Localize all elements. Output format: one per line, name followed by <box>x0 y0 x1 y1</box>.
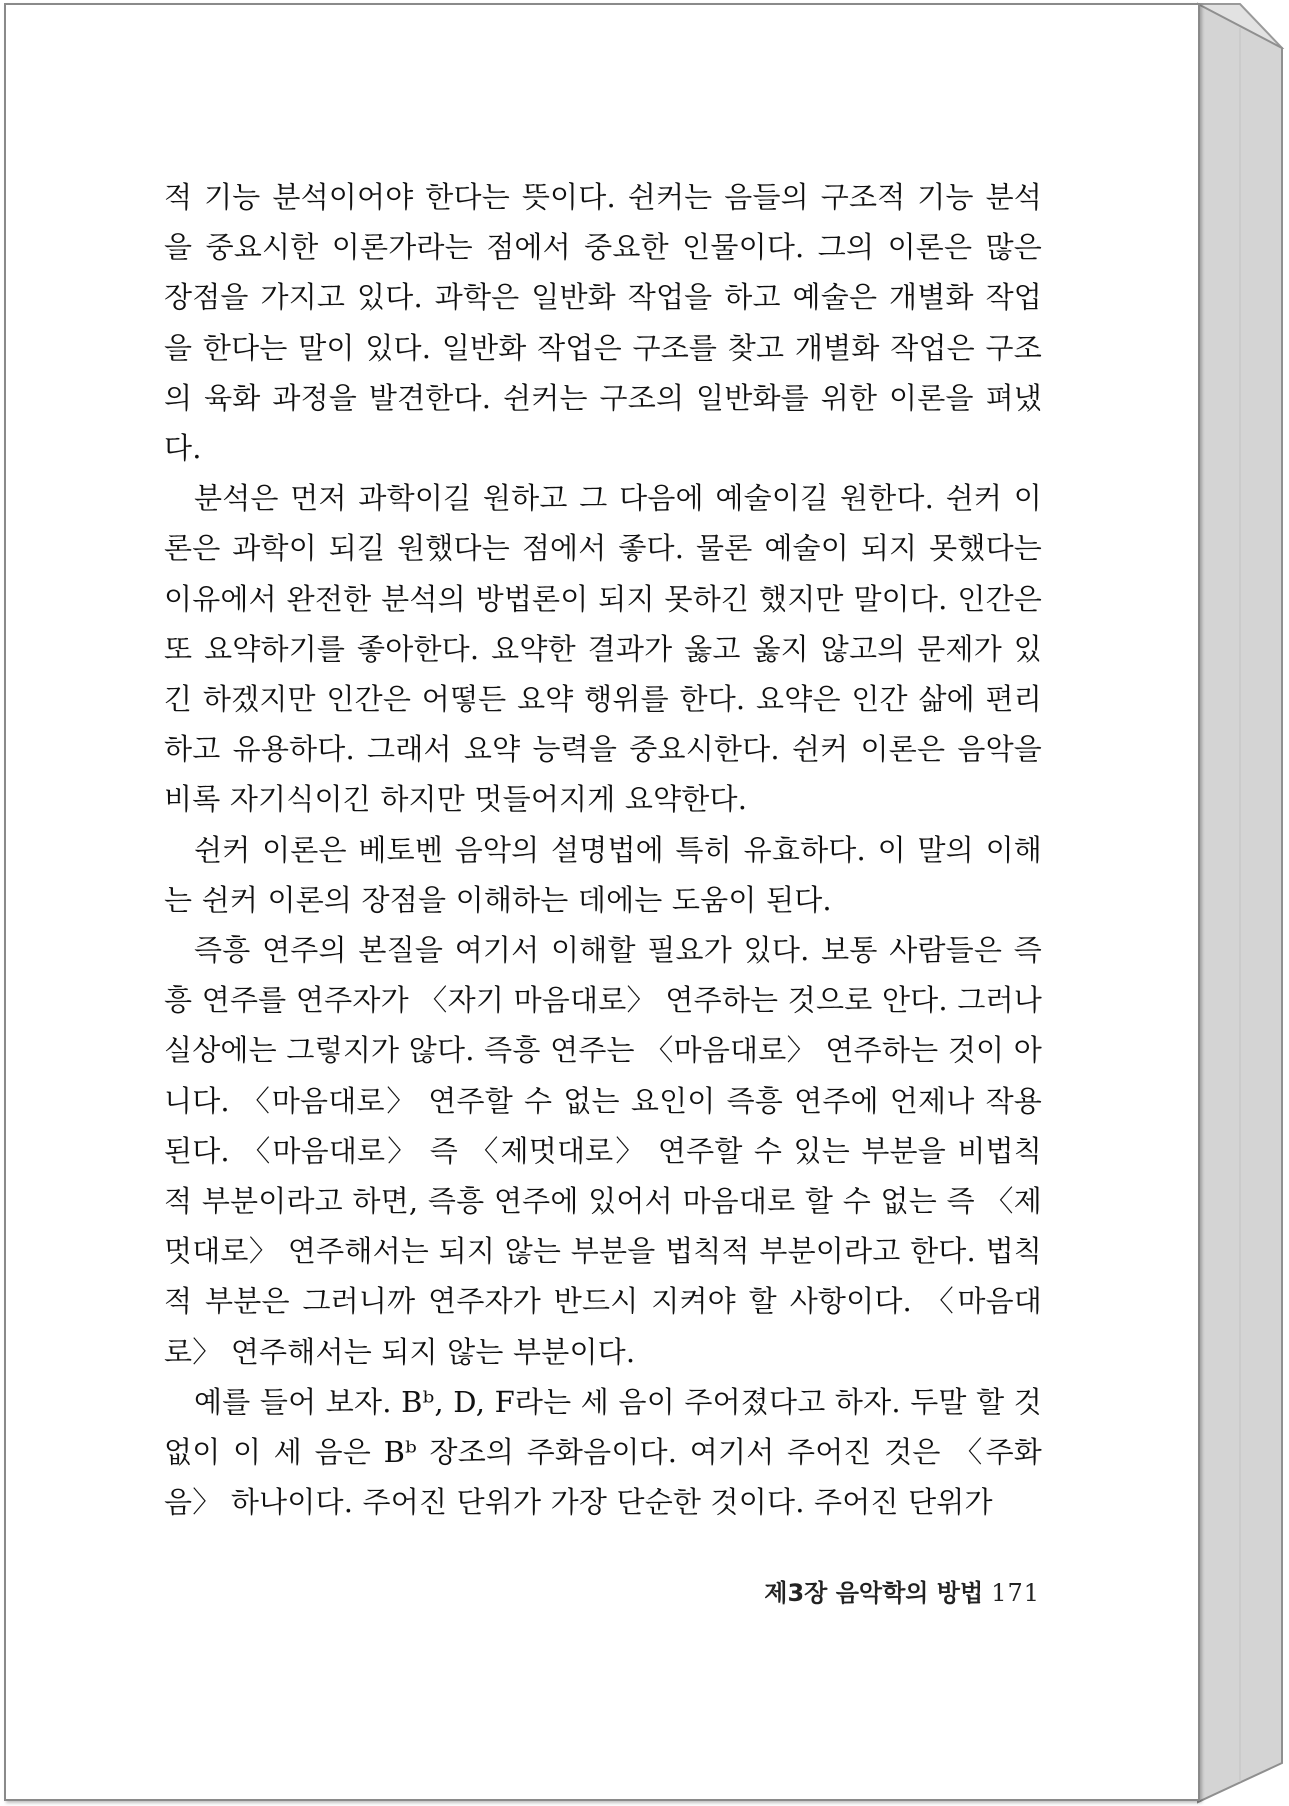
chapter-title: 제3장 음악학의 방법 <box>764 1579 984 1607</box>
running-footer <box>740 1573 1040 1608</box>
page-number: 171 <box>991 1579 1040 1607</box>
paragraph: 적 기능 분석이어야 한다는 뜻이다. 쉰커는 음들의 구조적 기능 분석을 중요시한 이론가라는 점에서 중요한 인물이다. 그의 이론은 많은 장점을 가지고 있다. 과학은 일반화 작업을 하고 예술은 개별화 작업을 한다는 말이 있다. 일반화 작업은 구조를 찾고 개별화 작업은 구조의 육화 과정을 발견한다. 쉰커는 구조의 일반화를 위한 이론을 펴냈다. <box>164 180 1042 466</box>
paragraph: 쉰커 이론은 베토벤 음악의 설명법에 특히 유효하다. 이 말의 이해는 쉰커 이론의 장점을 이해하는 데에는 도움이 된다. <box>164 832 1042 917</box>
body-text <box>164 172 1042 1527</box>
paragraph: 즉흥 연주의 본질을 여기서 이해할 필요가 있다. 보통 사람들은 즉흥 연주를 연주자가 〈자기 마음대로〉 연주하는 것으로 안다. 그러나 실상에는 그렇지가 않다. 즉흥 연주는 〈마음대로〉 연주하는 것이 아니다. 〈마음대로〉 연주할 수 없는 요인이 즉흥 연주에 언제나 작용된다. 〈마음대로〉 즉 〈제멋대로〉 연주할 수 있는 부분을 비법칙적 부분이라고 하면, 즉흥 연주에 있어서 마음대로 할 수 없는 즉 〈제멋대로〉 연주해서는 되지 않는 부분을 법칙적 부분이라고 한다. 법칙적 부분은 그러니까 연주자가 반드시 지켜야 할 사항이다. 〈마음대로〉 연주해서는 되지 않는 부분이다. <box>164 933 1042 1369</box>
paragraph: 예를 들어 보자. Bᵇ, D, F라는 세 음이 주어졌다고 하자. 두말 할 것 없이 이 세 음은 Bᵇ 장조의 주화음이다. 여기서 주어진 것은 〈주화음〉 하나이다. 주어진 단위가 가장 단순한 것이다. 주어진 단위가 <box>164 1384 1042 1520</box>
paragraph: 분석은 먼저 과학이길 원하고 그 다음에 예술이길 원한다. 쉰커 이론은 과학이 되길 원했다는 점에서 좋다. 물론 예술이 되지 못했다는 이유에서 완전한 분석의 방법론이 되지 못하긴 했지만 말이다. 인간은 또 요약하기를 좋아한다. 요약한 결과가 옳고 옳지 않고의 문제가 있긴 하겠지만 인간은 어떻든 요약 행위를 한다. 요약은 인간 삶에 편리하고 유용하다. 그래서 요약 능력을 중요시한다. 쉰커 이론은 음악을 비록 자기식이긴 하지만 멋들어지게 요약한다. <box>164 481 1042 817</box>
